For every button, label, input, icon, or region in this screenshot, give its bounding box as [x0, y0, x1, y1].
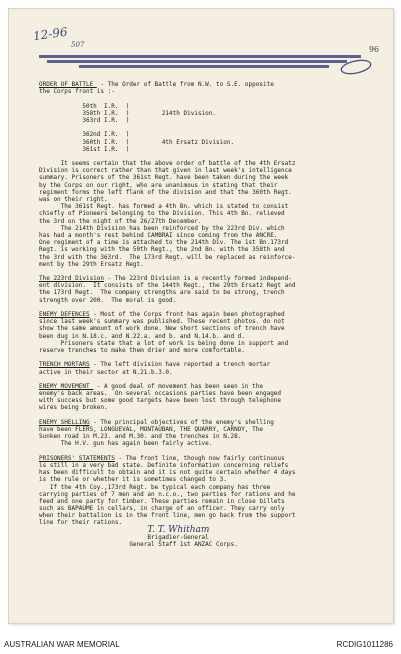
text-line: the 173rd Regt. The company strengths are said to be strong, trench — [39, 289, 285, 297]
footer-institution: AUSTRALIAN WAR MEMORIAL — [4, 640, 120, 649]
text-line: summary. Prisoners of the 361st Regt. have been taken during the week — [39, 174, 289, 182]
text-line: ENEMY DEFENCES - Most of the Corps front has again been photographed — [39, 311, 285, 318]
section-heading: ENEMY DEFENCES — [39, 311, 90, 318]
signature-title: Brigadier-General — [147, 533, 209, 541]
signature-script: T. T. Whitham — [147, 524, 210, 535]
handwritten-sub-number: 507 — [71, 41, 85, 49]
text-line: If the 4th Coy.,173rd Regt. be typical each company has three — [39, 483, 271, 491]
text-line: reserve trenches to make them drier and more comfortable. — [39, 346, 245, 354]
text-line: 361st I.R. ) — [39, 145, 130, 153]
text-line: PRISONERS' STATEMENTS - The front line, though now fairly continuous — [39, 454, 285, 462]
section-heading: ORDER OF BATTLE — [39, 81, 97, 88]
page-number: 96 — [368, 45, 379, 54]
text-line: regiment forms the left flank of the division and that the 360th Regt. — [39, 188, 292, 196]
text-line: Sunken road in M.23. and M.30. and the trenches in N.28. — [39, 433, 242, 441]
text-line: was on their right. — [39, 196, 108, 203]
text-line — [39, 448, 384, 455]
text-line: ORDER OF BATTLE - The Order of Battle from N.W. to S.E. opposite — [39, 81, 274, 88]
text-line: 358th I.R. ) 214th Division. — [39, 109, 217, 117]
text-line: is the rule or whether it is sometimes changed to 3. — [39, 476, 227, 484]
text-line: ENEMY MOVEMENT - A good deal of movement has been seen in the — [39, 382, 263, 390]
text-line: feed and one party for timber. These parties remain in close billets — [39, 497, 285, 505]
signature-line — [39, 524, 384, 535]
text-line: with success but some good targets have been lost through telephone — [39, 397, 282, 405]
text-line: by the Corps on our right, who are unanimous in stating that their — [39, 181, 278, 189]
text-line: Regt. is working with the 50th Regt., the 2nd Bn. with the 358th and — [39, 246, 285, 254]
text-line: One regiment of a time is attached to the 214th Div. The 1st Bn.173rd — [39, 239, 289, 247]
redacted-heading — [39, 53, 361, 69]
text-line: 363rd I.R. ) — [39, 116, 130, 124]
section-heading: PRISONERS' STATEMENTS — [39, 454, 115, 462]
text-line — [39, 153, 384, 160]
text-line: 362nd I.R. ) — [39, 131, 130, 139]
text-line: since last week's summary was published. These recent photos. do not — [39, 318, 285, 326]
footer-catalog-id: RCDIG1011286 — [336, 640, 393, 649]
text-line: The 214th Division has been reinforced by the 223rd Div. which — [39, 224, 285, 232]
text-line: the Corps front is :- — [39, 88, 115, 96]
text-line: active in their sector at N.21.b.3.0. — [39, 368, 173, 376]
footer — [0, 634, 401, 654]
text-line: line for their rations. — [39, 519, 123, 527]
text-line: has had a month's rest behind CAMBRAI since coming from the ANCRE. — [39, 231, 278, 239]
text-line: such as BAPAUME in cellars, in charge of an officer. They carry only — [39, 505, 285, 513]
text-line: ment by the 29th Ersatz Regt. — [39, 260, 144, 268]
text-line: It seems certain that the above order of battle of the 4th Ersatz — [39, 160, 296, 168]
text-line — [39, 304, 384, 311]
signature-org: General Staff 1st ANZAC Corps. — [129, 541, 238, 548]
text-line: when their battalion is in the front line, men go back from the support — [39, 512, 296, 520]
text-line: enemy's back areas. On several occasions parties have been engaged — [39, 390, 282, 398]
text-line: The 223rd Division - The 223rd Division is a recently formed independ- — [39, 275, 292, 283]
text-line: been dug in N.18.c. and N.22.a. and b. and N.14.b. and d. — [39, 332, 245, 340]
section-heading: ENEMY MOVEMENT — [39, 382, 94, 390]
signature-line — [39, 534, 384, 541]
text-line: chiefly of Pioneers belonging to the Division. This 4th Bn. relieved — [39, 210, 285, 218]
text-line: The H.V. gun has again been fairly active. — [39, 440, 213, 448]
section-heading: TRENCH MORTARS — [39, 361, 90, 369]
text-line: 50th I.R. ) — [39, 102, 130, 110]
text-line — [39, 412, 384, 419]
text-line: 360th I.R. ) 4th Ersatz Division. — [39, 138, 235, 146]
document-page — [8, 8, 394, 624]
text-line: the 3rd with the 363rd. The 173rd Regt. will be replaced as reinforce- — [39, 253, 296, 261]
text-line — [39, 95, 384, 102]
text-line: The 361st Regt. has formed a 4th Bn. which is stated to consist — [39, 203, 289, 211]
stamp-mark-icon — [339, 59, 373, 75]
text-line: show the same amount of work done. New short sections of trench have — [39, 325, 285, 333]
text-line: have been FLERS, LONGUEVAL, MONTAUBAN, THE QUARRY, CARNOY, The — [39, 426, 263, 433]
handwritten-number: 12-96 — [32, 24, 69, 44]
text-line: has been difficult to obtain and it is not quite certain whether 4 days — [39, 469, 296, 477]
text-line — [39, 124, 384, 131]
text-line: the 3rd on the night of the 26/27th December. — [39, 217, 202, 225]
text-line: Division is correct rather than that given in last week's intelligence — [39, 167, 292, 175]
text-line: carrying parties of 7 men and an n.c.o., two parties for rations and he — [39, 490, 296, 498]
text-line: TRENCH MORTARS - The left division have reported a trench mortar — [39, 361, 271, 369]
text-line: Prisoners state that a lot of work is being done in support and — [39, 339, 289, 347]
text-line — [39, 268, 384, 275]
text-line: ENEMY SHELLING - The principal objectives of the enemy's shelling — [39, 418, 274, 426]
document-body — [39, 81, 384, 548]
text-line: ent division. It consists of the 144th Regt., the 29th Ersatz Regt and — [39, 282, 296, 290]
section-heading: ENEMY SHELLING — [39, 418, 90, 426]
text-line: is still in a very bad state. Definite information concerning reliefs — [39, 461, 289, 469]
section-heading: The 223rd Division — [39, 275, 105, 283]
signature-line — [39, 541, 384, 548]
text-line — [39, 354, 384, 361]
text-line: wires being broken. — [39, 404, 108, 412]
text-line — [39, 376, 384, 383]
text-line: strength over 200. The moral is good. — [39, 296, 177, 304]
